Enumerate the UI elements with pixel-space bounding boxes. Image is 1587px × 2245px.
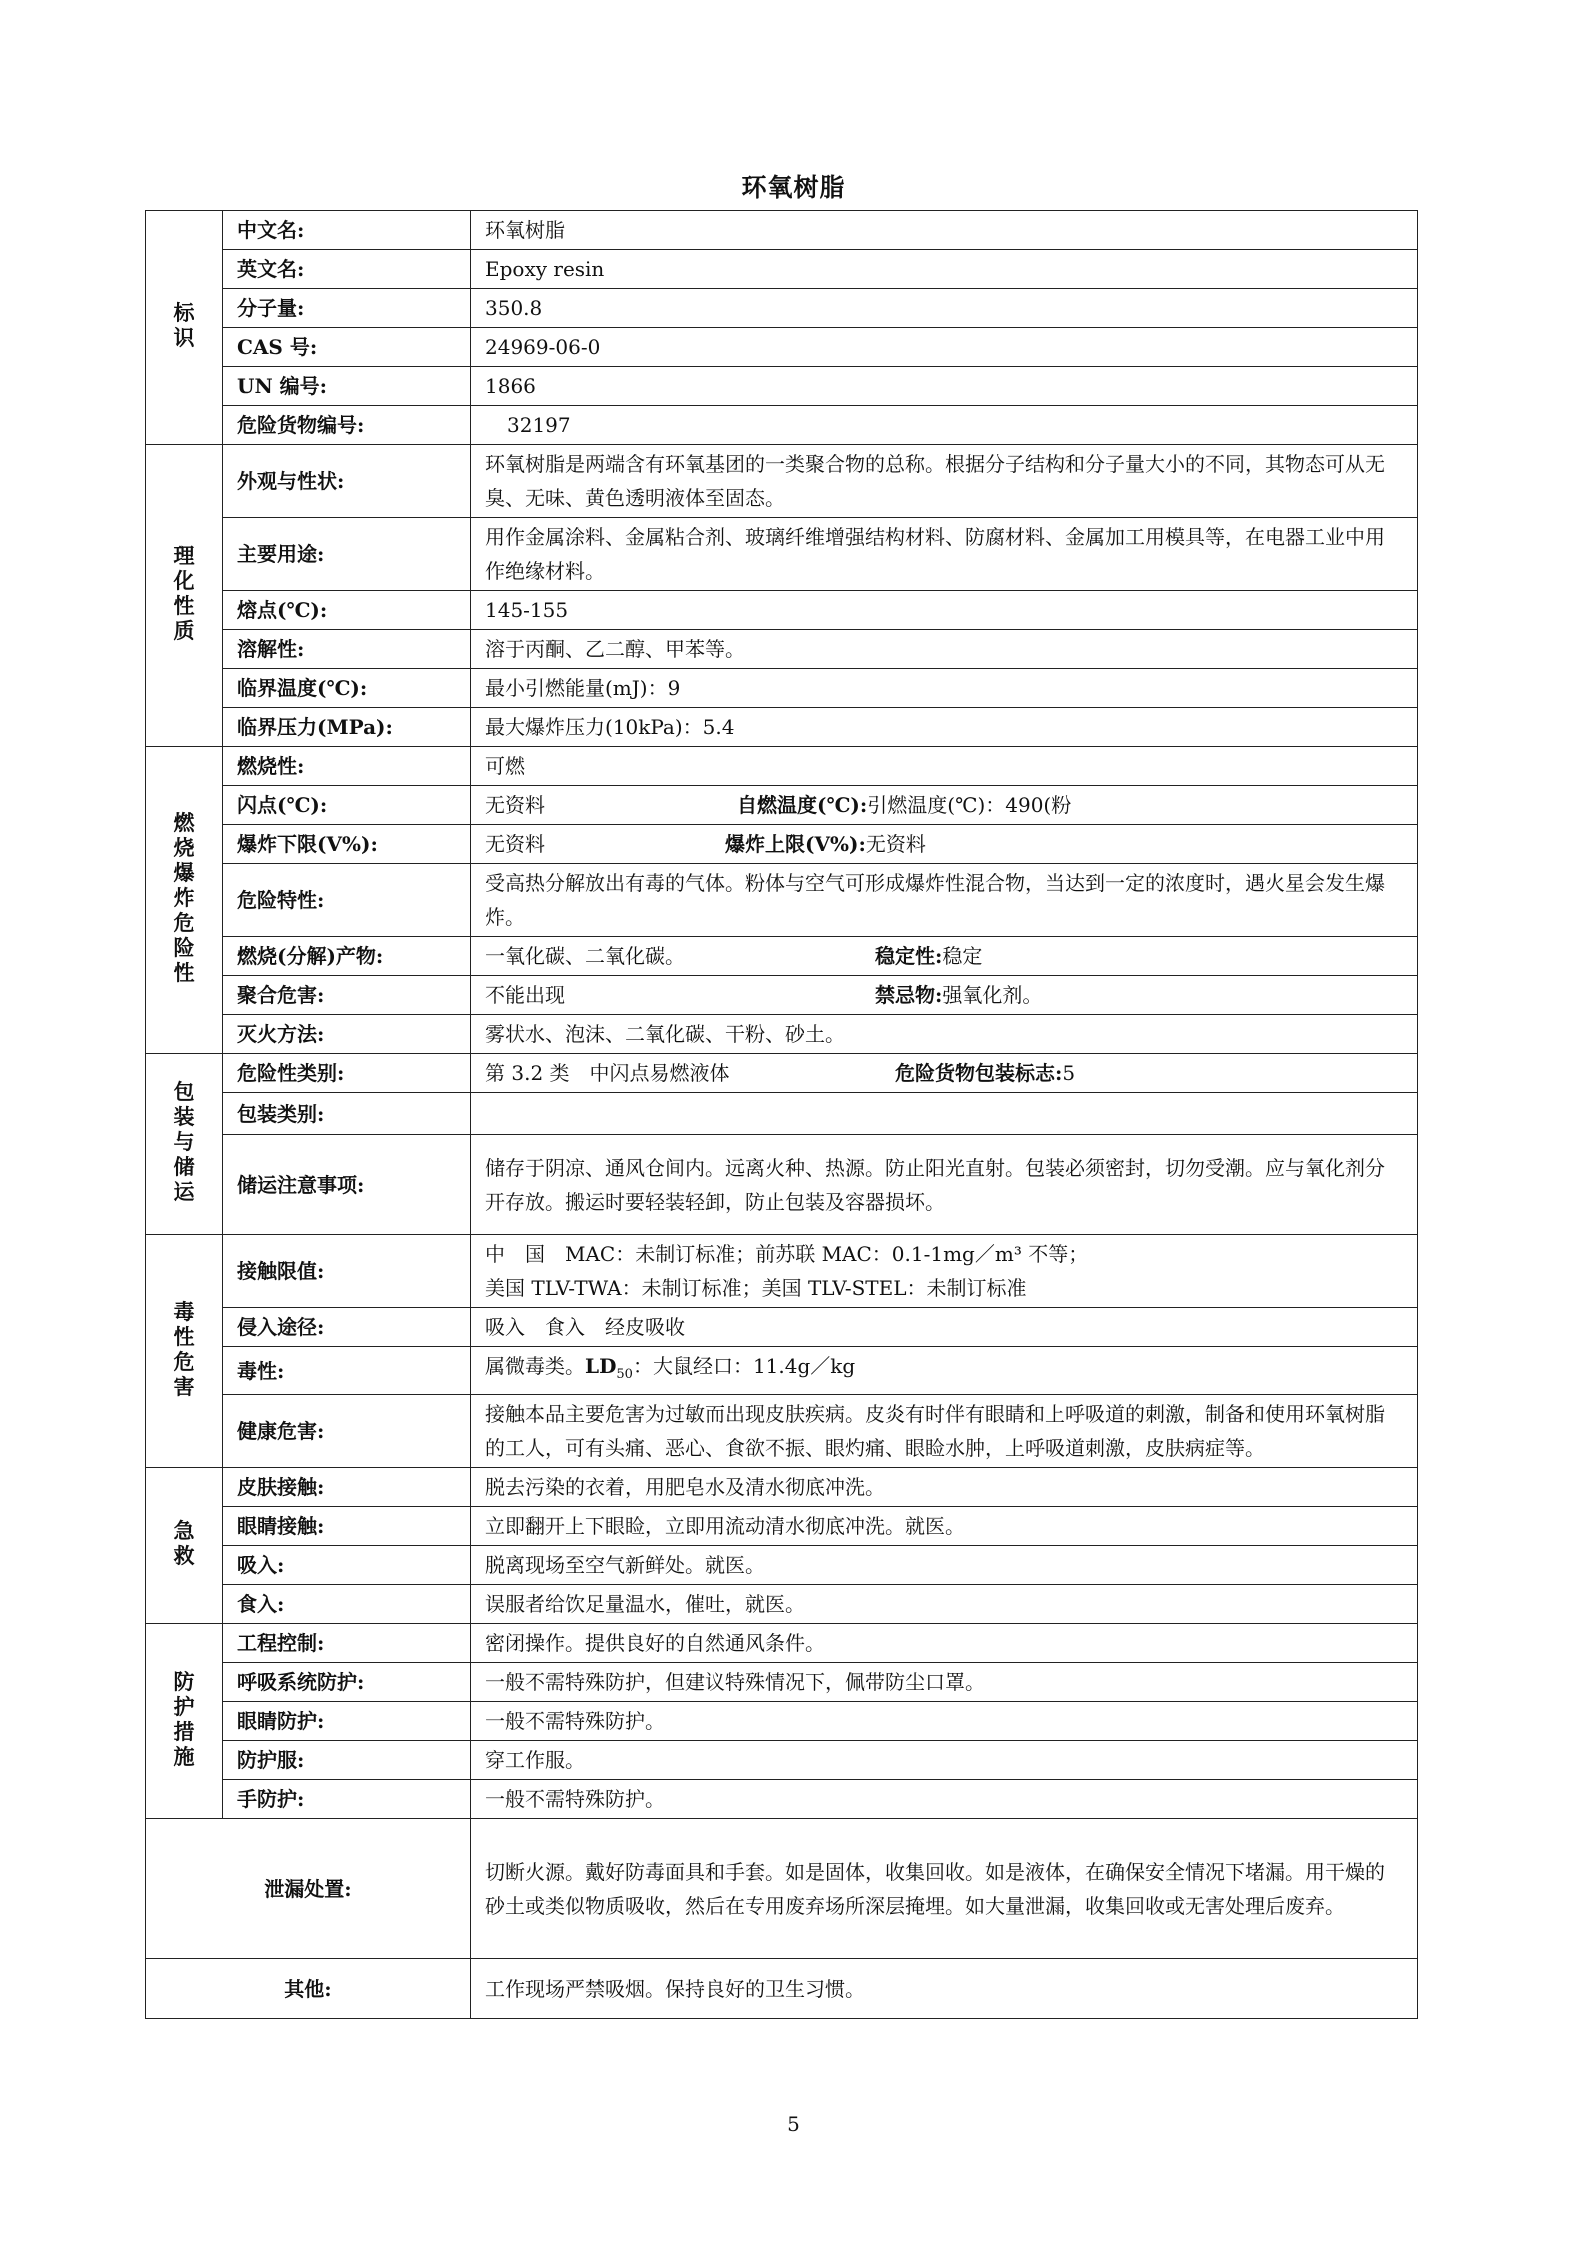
field-value-pair [471, 976, 1418, 1015]
table-row [146, 1702, 1418, 1741]
table-row [146, 1507, 1418, 1546]
field-label: 危险性类别: [223, 1054, 471, 1093]
table-row [146, 1395, 1418, 1468]
combustion-products-value: 一氧化碳、二氧化碳。 [485, 944, 685, 968]
field-value: 最小引燃能量(mJ)：9 [471, 669, 1418, 708]
field-label: 手防护: [223, 1780, 471, 1819]
table-row [146, 1663, 1418, 1702]
field-value [471, 1235, 1418, 1308]
field-label: 聚合危害: [223, 976, 471, 1015]
table-row [146, 1468, 1418, 1507]
field-value: 吸入 食入 经皮吸收 [471, 1308, 1418, 1347]
table-row [146, 328, 1418, 367]
table-row [146, 406, 1418, 445]
field-value: 一般不需特殊防护。 [471, 1780, 1418, 1819]
field-label: 储运注意事项: [223, 1135, 471, 1235]
field-label: 熔点(℃): [223, 591, 471, 630]
table-row [146, 825, 1418, 864]
hazard-class-value: 第 3.2 类 中闪点易燃液体 [485, 1061, 730, 1085]
leak-value: 切断火源。戴好防毒面具和手套。如是固体，收集回收。如是液体，在确保安全情况下堵漏。用干燥的砂土或类似物质吸收，然后在专用废弃场所深层掩埋。如大量泄漏，收集回收或无害处理后废弃。 [471, 1819, 1418, 1959]
field-value: 350.8 [471, 289, 1418, 328]
table-row [146, 630, 1418, 669]
field-label: 闪点(℃): [223, 786, 471, 825]
field-value: 一般不需特殊防护，但建议特殊情况下，佩带防尘口罩。 [471, 1663, 1418, 1702]
table-row [146, 976, 1418, 1015]
field-value: 用作金属涂料、金属粘合剂、玻璃纤维增强结构材料、防腐材料、金属加工用模具等，在电器工业中用作绝缘材料。 [471, 518, 1418, 591]
table-row [146, 1093, 1418, 1135]
package-mark-value: 5 [1062, 1061, 1076, 1085]
field-label: 爆炸下限(V%): [223, 825, 471, 864]
field-label: 英文名: [223, 250, 471, 289]
table-row [146, 1054, 1418, 1093]
field-value: 145-155 [471, 591, 1418, 630]
table-row [146, 518, 1418, 591]
package-mark-label: 危险货物包装标志: [895, 1061, 1063, 1085]
field-label: UN 编号: [223, 367, 471, 406]
field-label: 临界温度(℃): [223, 669, 471, 708]
field-label: 眼睛接触: [223, 1507, 471, 1546]
field-label: 燃烧性: [223, 747, 471, 786]
table-row [146, 708, 1418, 747]
table-row [146, 367, 1418, 406]
field-value [471, 1347, 1418, 1395]
section-label-ident: 标识 [146, 211, 223, 445]
field-value: 密闭操作。提供良好的自然通风条件。 [471, 1624, 1418, 1663]
table-row [146, 747, 1418, 786]
field-value: 储存于阴凉、通风仓间内。远离火种、热源。防止阳光直射。包装必须密封，切勿受潮。应与氧化剂分开存放。搬运时要轻装轻卸，防止包装及容器损坏。 [471, 1135, 1418, 1235]
table-row [146, 669, 1418, 708]
field-label: 燃烧(分解)产物: [223, 937, 471, 976]
field-label: 呼吸系统防护: [223, 1663, 471, 1702]
exposure-limit-line-1: 中 国 MAC：未制订标准；前苏联 MAC：0.1-1mg／m³ 不等； [485, 1242, 1089, 1266]
polymer-hazard-value: 不能出现 [485, 983, 565, 1007]
field-value: 1866 [471, 367, 1418, 406]
field-label: 外观与性状: [223, 445, 471, 518]
field-label: 侵入途径: [223, 1308, 471, 1347]
field-label: 中文名: [223, 211, 471, 250]
field-value: 一般不需特殊防护。 [471, 1702, 1418, 1741]
field-value: 雾状水、泡沫、二氧化碳、干粉、砂土。 [471, 1015, 1418, 1054]
table-row [146, 289, 1418, 328]
table-row [146, 1585, 1418, 1624]
table-row [146, 250, 1418, 289]
section-label-protect: 防护措施 [146, 1624, 223, 1819]
table-row [146, 1347, 1418, 1395]
field-value: 溶于丙酮、乙二醇、甲苯等。 [471, 630, 1418, 669]
leak-label: 泄漏处置: [146, 1819, 471, 1959]
field-value: 接触本品主要危害为过敏而出现皮肤疾病。皮炎有时伴有眼睛和上呼吸道的刺激，制备和使用环氧树脂的工人，可有头痛、恶心、食欲不振、眼灼痛、眼睑水肿，上呼吸道刺激，皮肤病症等。 [471, 1395, 1418, 1468]
table-row [146, 1235, 1418, 1308]
stability-value: 稳定 [942, 944, 983, 968]
stability-label: 稳定性: [875, 944, 943, 968]
field-label: 健康危害: [223, 1395, 471, 1468]
table-row [146, 1546, 1418, 1585]
field-value: 环氧树脂是两端含有环氧基团的一类聚合物的总称。根据分子结构和分子量大小的不同，其物态可从无臭、无味、黄色透明液体至固态。 [471, 445, 1418, 518]
field-label: CAS 号: [223, 328, 471, 367]
upper-limit-label: 爆炸上限(V%): [725, 832, 866, 856]
section-label-storage: 包装与储运 [146, 1054, 223, 1235]
section-label-aid: 急救 [146, 1468, 223, 1624]
table-row [146, 786, 1418, 825]
field-label: 溶解性: [223, 630, 471, 669]
lower-limit-value: 无资料 [485, 832, 545, 856]
field-value: 最大爆炸压力(10kPa)：5.4 [471, 708, 1418, 747]
field-value-pair [471, 786, 1418, 825]
sds-table [145, 210, 1418, 2019]
section-label-physchem: 理化性质 [146, 445, 223, 747]
page-number: 5 [787, 2112, 800, 2136]
field-value: 32197 [471, 406, 1418, 445]
field-value-pair [471, 937, 1418, 976]
field-value: 24969-06-0 [471, 328, 1418, 367]
field-label: 接触限值: [223, 1235, 471, 1308]
table-row [146, 1741, 1418, 1780]
incompatible-label: 禁忌物: [875, 983, 943, 1007]
table-row [146, 591, 1418, 630]
field-value: 脱离现场至空气新鲜处。就医。 [471, 1546, 1418, 1585]
table-row [146, 864, 1418, 937]
field-label: 分子量: [223, 289, 471, 328]
table-row [146, 211, 1418, 250]
field-label: 工程控制: [223, 1624, 471, 1663]
ld-subscript: 50 [616, 1367, 633, 1382]
autoignition-label: 自燃温度(℃): [737, 793, 868, 817]
field-value-pair [471, 825, 1418, 864]
field-value: 误服者给饮足量温水，催吐，就医。 [471, 1585, 1418, 1624]
field-label: 眼睛防护: [223, 1702, 471, 1741]
other-label: 其他: [146, 1959, 471, 2019]
field-label: 吸入: [223, 1546, 471, 1585]
field-label: 危险特性: [223, 864, 471, 937]
field-value: 穿工作服。 [471, 1741, 1418, 1780]
table-row [146, 1308, 1418, 1347]
field-label: 食入: [223, 1585, 471, 1624]
field-value: 立即翻开上下眼睑，立即用流动清水彻底冲洗。就医。 [471, 1507, 1418, 1546]
autoignition-value: 引燃温度(℃)：490(粉 [867, 793, 1072, 817]
field-value: 受高热分解放出有毒的气体。粉体与空气可形成爆炸性混合物，当达到一定的浓度时，遇火星会发生爆炸。 [471, 864, 1418, 937]
field-label: 防护服: [223, 1741, 471, 1780]
field-label: 皮肤接触: [223, 1468, 471, 1507]
incompatible-value: 强氧化剂。 [942, 983, 1043, 1007]
field-value [471, 1093, 1418, 1135]
field-value: 可燃 [471, 747, 1418, 786]
toxicity-class: 属微毒类。 [485, 1354, 585, 1378]
document-title: 环氧树脂 [741, 173, 846, 202]
table-row [146, 1624, 1418, 1663]
field-label: 主要用途: [223, 518, 471, 591]
field-label: 临界压力(MPa): [223, 708, 471, 747]
table-row [146, 1015, 1418, 1054]
field-value: 脱去污染的衣着，用肥皂水及清水彻底冲洗。 [471, 1468, 1418, 1507]
upper-limit-value: 无资料 [865, 832, 926, 856]
flash-point-value: 无资料 [485, 793, 545, 817]
table-row [146, 1819, 1418, 1959]
field-label: 危险货物编号: [223, 406, 471, 445]
field-label: 灭火方法: [223, 1015, 471, 1054]
other-value: 工作现场严禁吸烟。保持良好的卫生习惯。 [471, 1959, 1418, 2019]
ld-label: LD [585, 1354, 617, 1378]
toxicity-value: ：大鼠经口：11.4g／kg [632, 1354, 856, 1378]
field-value-pair [471, 1054, 1418, 1093]
section-label-toxic: 毒性危害 [146, 1235, 223, 1468]
field-value: 环氧树脂 [471, 211, 1418, 250]
exposure-limit-line-2: 美国 TLV-TWA：未制订标准；美国 TLV-STEL：未制订标准 [485, 1276, 1027, 1300]
table-row [146, 1959, 1418, 2019]
table-row [146, 937, 1418, 976]
field-label: 包装类别: [223, 1093, 471, 1135]
field-value: Epoxy resin [471, 250, 1418, 289]
field-label: 毒性: [223, 1347, 471, 1395]
table-row [146, 1780, 1418, 1819]
section-label-fire: 燃烧爆炸危险性 [146, 747, 223, 1054]
table-row [146, 445, 1418, 518]
table-row [146, 1135, 1418, 1235]
